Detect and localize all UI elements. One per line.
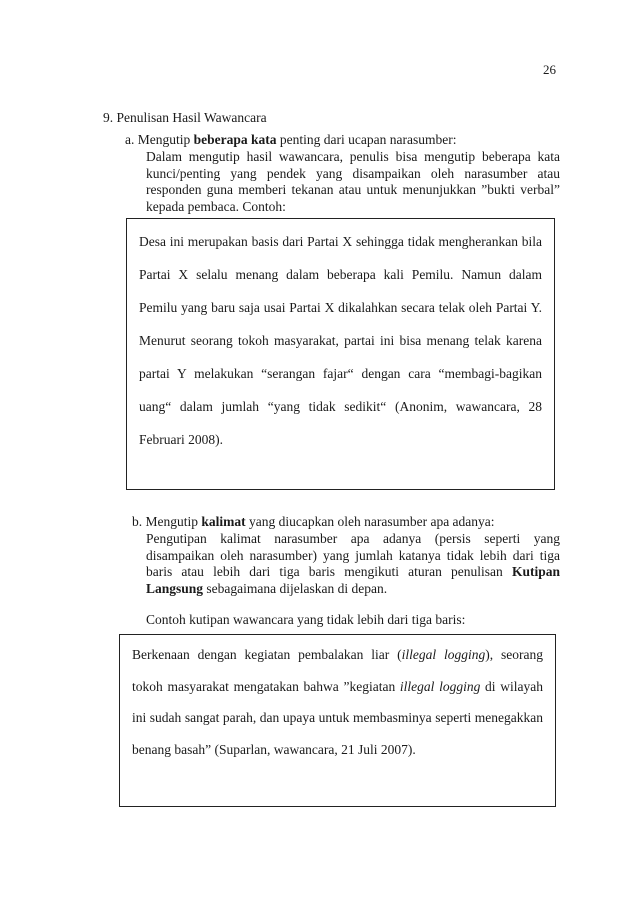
item-b-paragraph (146, 531, 560, 597)
quote-b-italic2: illegal logging (399, 678, 481, 694)
item-a-label-bold: beberapa kata (193, 132, 277, 147)
section-heading: 9. Penulisan Hasil Wawancara (103, 110, 267, 125)
quote-b-text (132, 639, 543, 765)
quote-a-text: Desa ini merupakan basis dari Partai X sehingga tidak mengherankan bila Partai X selalu menang dalam beberapa kali Pemilu. Namun dalam Pemilu yang baru saja usai Partai X dikalahkan secara telak oleh Partai Y. Menurut seorang tokoh masyarakat, partai ini bisa menang telak karena partai Y melakukan “serangan fajar“ dengan cara “membagi-bagikan uang“ dalam jumlah “yang tidak sedikit“ (Anonim, wawancara, 28 Februari 2008). (139, 234, 542, 447)
example-label: Contoh kutipan wawancara yang tidak lebih dari tiga baris: (146, 612, 466, 627)
item-b-label (132, 514, 495, 530)
quote-box-b (119, 634, 556, 807)
item-b-label-prefix: b. Mengutip (132, 514, 202, 529)
item-b-paragraph-text: Pengutipan kalimat narasumber apa adanya (persis seperti yang disampaikan oleh narasumber) yang jumlah katanya tidak lebih dari tiga baris atau lebih dari tiga baris mengikuti aturan penulisan (146, 531, 560, 579)
quote-b-part3: di wilayah ini sudah sangat parah, dan upaya untuk membasminya seperti menegakkan benang basah” (Suparlan, wawancara, 21 Juli 2007). (132, 678, 543, 757)
item-a-paragraph: Dalam mengutip hasil wawancara, penulis bisa mengutip beberapa kata kunci/penting yang pendek yang disampaikan oleh narasumber atau responden guna memberi tekanan atau untuk menunjukkan ”bukti verbal” kepada pembaca. Contoh: (146, 149, 560, 214)
quote-b-part1: Berkenaan dengan kegiatan pembalakan liar ( (132, 647, 402, 662)
item-a-label (125, 132, 456, 148)
quote-b-italic1: illegal logging (401, 647, 486, 662)
item-a-label-prefix: a. Mengutip (125, 132, 194, 147)
item-b-paragraph-end: sebagaimana dijelaskan di depan. (203, 580, 388, 596)
page-number: 26 (543, 62, 556, 77)
item-b-label-suffix: yang diucapkan oleh narasumber apa adanya: (245, 514, 495, 529)
quote-box-a (126, 218, 555, 490)
item-a-label-suffix: penting dari ucapan narasumber: (276, 132, 457, 147)
quote-b-part2: ), seorang tokoh masyarakat mengatakan bahwa ”kegiatan (132, 647, 543, 694)
item-b-label-bold: kalimat (201, 514, 246, 529)
item-b-paragraph-bold: Kutipan Langsung (146, 564, 560, 596)
